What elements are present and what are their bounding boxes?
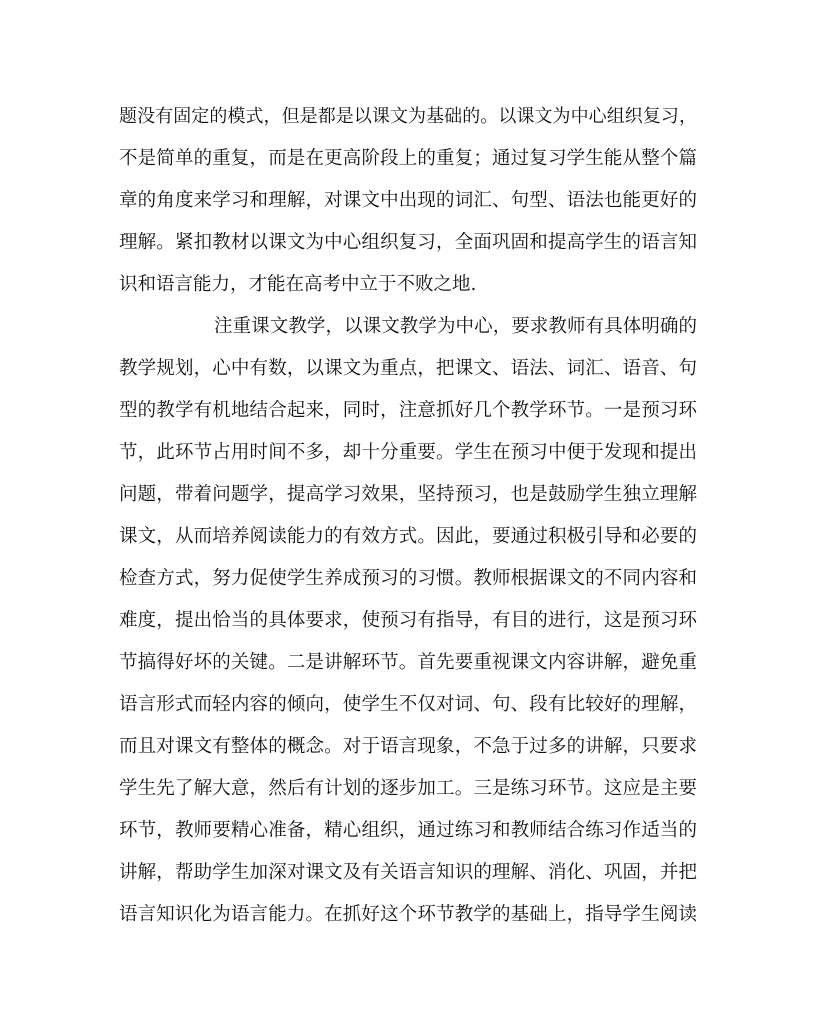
text-line: 教学规划，心中有数，以课文为重点，把课文、语法、词汇、语音、句: [119, 358, 697, 379]
text-line: 环节，教师要精心准备，精心组织，通过练习和教师结合练习作适当的: [119, 820, 697, 841]
text-line: 节，此环节占用时间不多，却十分重要。学生在预习中便于发现和提出: [119, 442, 697, 463]
text-line: 语言形式而轻内容的倾向，使学生不仅对词、句、段有比较好的理解，: [119, 694, 697, 715]
text-line: 识和语言能力，才能在高考中立于不败之地.: [119, 274, 477, 295]
text-line: 学生先了解大意，然后有计划的逐步加工。三是练习环节。这应是主要: [119, 778, 697, 799]
text-line: 难度，提出恰当的具体要求，使预习有指导，有目的进行，这是预习环: [119, 610, 697, 631]
text-line: 而且对课文有整体的概念。对于语言现象，不急于过多的讲解，只要求: [119, 736, 697, 757]
text-line: 理解。紧扣教材以课文为中心组织复习，全面巩固和提高学生的语言知: [119, 232, 697, 253]
text-line: 注重课文教学，以课文教学为中心，要求教师有具体明确的: [214, 316, 697, 337]
text-line: 检查方式，努力促使学生养成预习的习惯。教师根据课文的不同内容和: [119, 568, 697, 589]
text-line: 型的教学有机地结合起来，同时，注意抓好几个教学环节。一是预习环: [119, 400, 697, 421]
text-line: 题没有固定的模式，但是都是以课文为基础的。以课文为中心组织复习，: [119, 106, 697, 127]
text-line: 节搞得好坏的关键。二是讲解环节。首先要重视课文内容讲解，避免重: [119, 652, 697, 673]
text-line: 问题，带着问题学，提高学习效果，坚持预习，也是鼓励学生独立理解: [119, 484, 697, 505]
text-line: 不是简单的重复，而是在更高阶段上的重复；通过复习学生能从整个篇: [119, 148, 697, 169]
text-line: 课文，从而培养阅读能力的有效方式。因此，要通过积极引导和必要的: [119, 526, 697, 547]
text-line: 章的角度来学习和理解，对课文中出现的词汇、句型、语法也能更好的: [119, 190, 697, 211]
text-line: 讲解，帮助学生加深对课文及有关语言知识的理解、消化、巩固，并把: [119, 862, 697, 883]
text-line: 语言知识化为语言能力。在抓好这个环节教学的基础上，指导学生阅读: [119, 904, 697, 925]
